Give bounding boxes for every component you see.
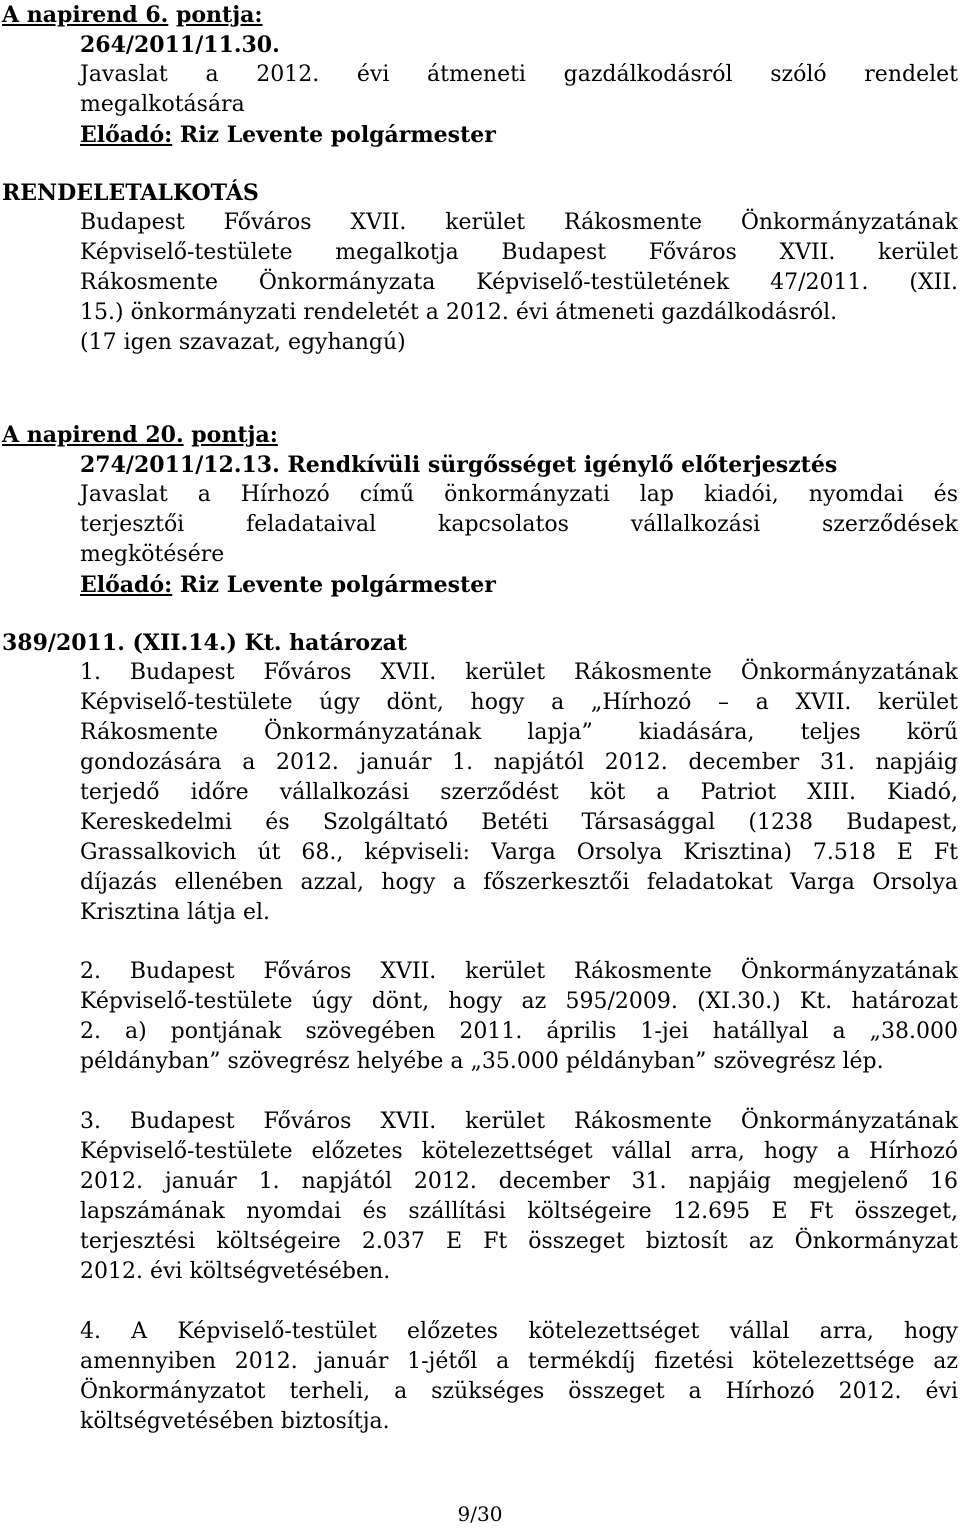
item6-body-line: Képviselő-testülete megalkotja Budapest Főváros XVII. kerület [80, 240, 958, 265]
point4-line: Önkormányzatot terheli, a szükséges összeget a Hírhozó 2012. évi [80, 1379, 958, 1404]
item20-heading: A napirend 20. pontja: [2, 422, 278, 448]
resolution-heading: 389/2011. (XII.14.) Kt. határozat [2, 630, 408, 656]
item6-body-line: Rákosmente Önkormányzata Képviselő-testületének 47/2011. (XII. [80, 270, 958, 295]
point1-line: terjedő időre vállalkozási szerződést köt a Patriot XIII. Kiadó, [80, 780, 958, 805]
point1-line: Kereskedelmi és Szolgáltató Betéti Társasággal (1238 Budapest, [80, 810, 958, 835]
point3-line: 2012. évi költségvetésében. [80, 1259, 391, 1284]
point3-line: lapszámának nyomdai és szállítási költségeire 12.695 E Ft összeget, [80, 1199, 958, 1224]
item6-title-line2: megalkotására [80, 92, 245, 117]
point1-line: Krisztina látja el. [80, 900, 270, 925]
item6-heading: A napirend 6. pontja: [2, 2, 263, 28]
point4-line: 4. A Képviselő-testület előzetes kötelezettséget vállal arra, hogy [80, 1319, 958, 1344]
point1-line: 1. Budapest Főváros XVII. kerület Rákosmente Önkormányzatának [80, 660, 958, 685]
item20-title-line: Javaslat a Hírhozó című önkormányzati lap kiadói, nyomdai és [80, 482, 958, 507]
item20-presenter: Előadó: Riz Levente polgármester [80, 572, 496, 598]
page-number: 9/30 [457, 1502, 503, 1526]
point3-line: 2012. január 1. napjától 2012. december 31. napjáig megjelenő 16 [80, 1169, 958, 1194]
item20-title-line: megkötésére [80, 542, 225, 567]
point1-line: Rákosmente Önkormányzatának lapja” kiadására, teljes körű [80, 720, 958, 745]
item6-body-line: Budapest Főváros XVII. kerület Rákosmente Önkormányzatának [80, 210, 958, 235]
point1-line: díjazás ellenében azzal, hogy a főszerkesztői feladatokat Varga Orsolya [80, 870, 958, 895]
point2-line: Képviselő-testülete úgy dönt, hogy az 595/2009. (XI.30.) Kt. határozat [80, 989, 958, 1014]
item6-section-heading: RENDELETALKOTÁS [2, 180, 259, 206]
point1-line: gondozására a 2012. január 1. napjától 2012. december 31. napjáig [80, 750, 958, 775]
point1-line: Képviselő-testülete úgy dönt, hogy a „Hírhozó – a XVII. kerület [80, 690, 958, 715]
item6-number: 264/2011/11.30. [80, 32, 280, 58]
point2-line: példányban” szövegrész helyébe a „35.000 példányban” szövegrész lép. [80, 1049, 884, 1074]
point1-line: Grassalkovich út 68., képviseli: Varga Orsolya Krisztina) 7.518 E Ft [80, 840, 958, 865]
item6-vote: (17 igen szavazat, egyhangú) [80, 330, 406, 355]
point3-line: Képviselő-testülete előzetes kötelezettséget vállal arra, hogy a Hírhozó [80, 1139, 958, 1164]
point3-line: terjesztési költségeire 2.037 E Ft összeget biztosít az Önkormányzat [80, 1229, 958, 1254]
point4-line: amennyiben 2012. január 1-jétől a termékdíj fizetési kötelezettsége az [80, 1349, 958, 1374]
item20-number-line: 274/2011/12.13. Rendkívüli sürgősséget igénylő előterjesztés [80, 452, 838, 478]
point2-line: 2. a) pontjának szövegében 2011. április 1-jei hatállyal a „38.000 [80, 1019, 958, 1044]
item6-title-line1: Javaslat a 2012. évi átmeneti gazdálkodásról szóló rendelet [80, 62, 958, 87]
point3-line: 3. Budapest Főváros XVII. kerület Rákosmente Önkormányzatának [80, 1109, 958, 1134]
point2-line: 2. Budapest Főváros XVII. kerület Rákosmente Önkormányzatának [80, 959, 958, 984]
point4-line: költségvetésében biztosítja. [80, 1409, 390, 1434]
item20-title-line: terjesztői feladataival kapcsolatos vállalkozási szerződések [80, 512, 958, 537]
item6-body-line: 15.) önkormányzati rendeletét a 2012. évi átmeneti gazdálkodásról. [80, 300, 838, 325]
item6-presenter: Előadó: Riz Levente polgármester [80, 122, 496, 148]
